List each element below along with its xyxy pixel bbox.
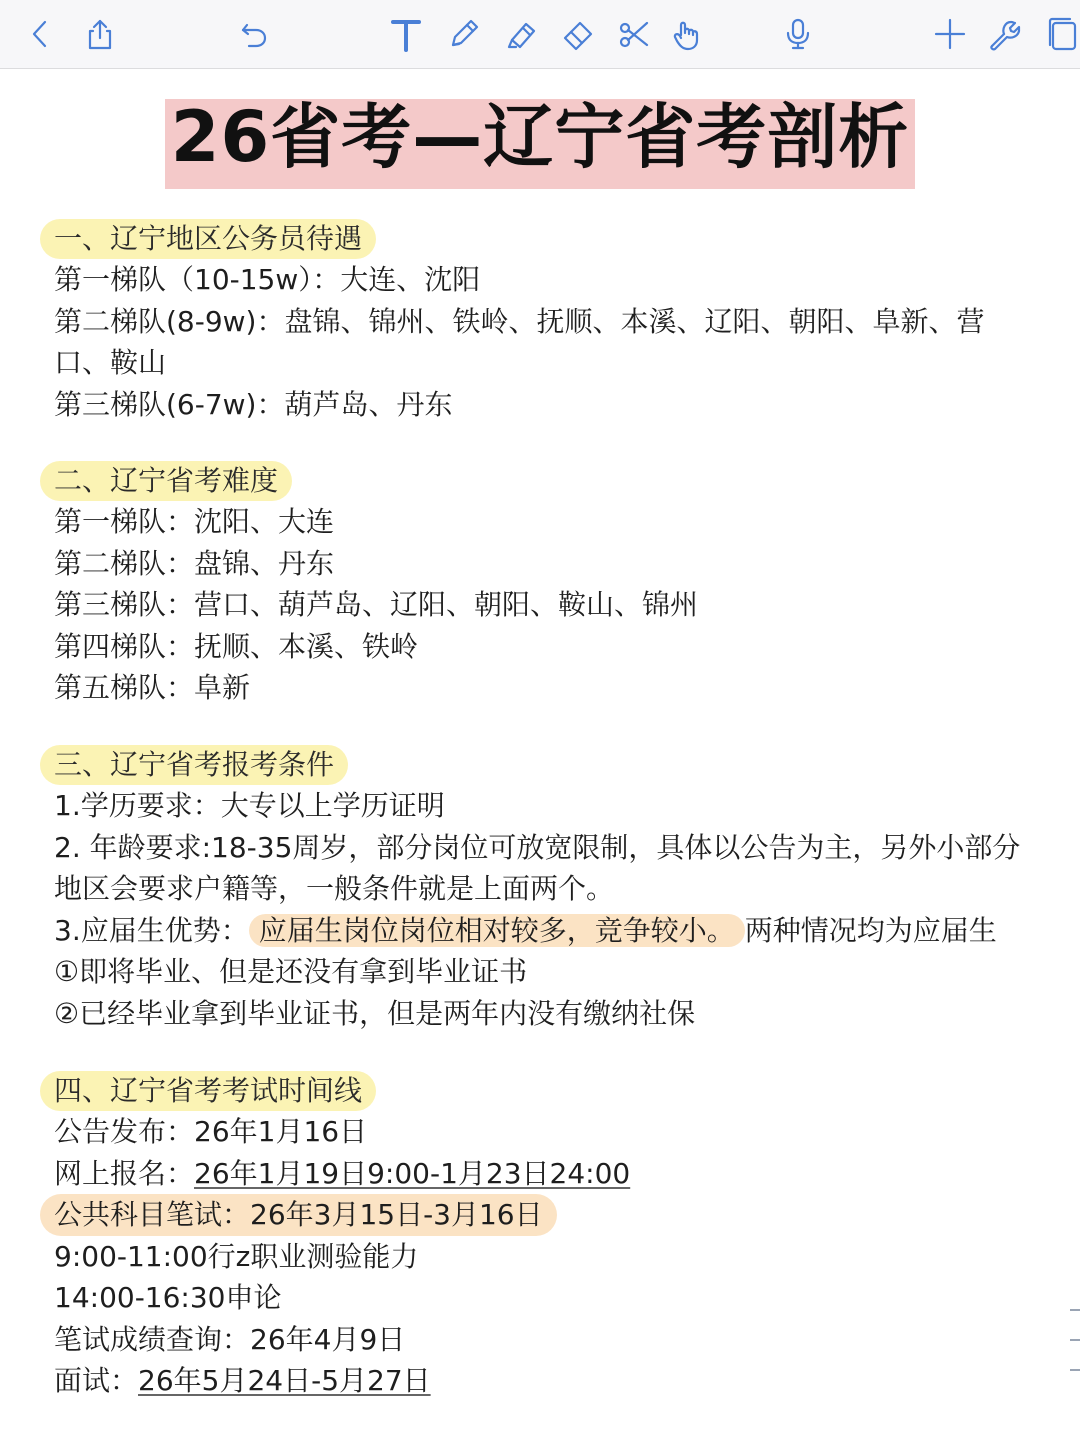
back-icon[interactable]: [20, 14, 60, 54]
written-exam-line: 公共科目笔试：26年3月15日-3月16日: [40, 1194, 557, 1236]
text-line: 9:00-11:00行z职业测验能力: [54, 1239, 419, 1273]
text-line: [54, 910, 1054, 952]
register-label: 网上报名：: [54, 1156, 195, 1190]
text-line: 14:00-16:30申论: [54, 1281, 282, 1314]
section-requirements: [54, 745, 1054, 1034]
text-prefix: 3.应届生优势：: [54, 913, 249, 947]
text-line: [54, 1360, 1054, 1402]
text-line: 2. 年龄要求:18-35周岁，部分岗位可放宽限制，具体以公告为主，另外小部分地区会要求户籍等，一般条件就是上面两个。: [54, 830, 1021, 905]
note-page: [0, 69, 1080, 1440]
section-heading: 二、辽宁省考难度: [40, 461, 292, 501]
text-line: 第一梯队（10-15w）：大连、沈阳: [54, 263, 481, 296]
toolbar: [0, 0, 1080, 69]
text-line: 笔试成绩查询：26年4月9日: [54, 1322, 406, 1356]
text-line: ②已经毕业拿到毕业证书，但是两年内没有缴纳社保: [54, 996, 696, 1030]
register-value: 26年1月19日9:00-1月23日24:00: [194, 1156, 631, 1190]
text-suffix: 两种情况均为应届生: [744, 913, 997, 947]
page-scroll-indicator[interactable]: [1066, 1309, 1080, 1399]
page-title: 26省考—辽宁省考剖析: [165, 91, 915, 189]
scissors-icon[interactable]: [614, 14, 654, 54]
share-icon[interactable]: [80, 14, 120, 54]
microphone-icon[interactable]: [778, 14, 818, 54]
text-line: 第二梯队：盘锦、丹东: [54, 546, 335, 580]
text-line: 第一梯队：沈阳、大连: [54, 505, 335, 538]
text-line: [54, 1153, 1054, 1195]
section-heading: 三、辽宁省考报考条件: [40, 745, 348, 785]
section-timeline: [54, 1071, 1054, 1402]
text-line: ①即将毕业、但是还没有拿到毕业证书: [54, 955, 528, 988]
highlighted-text: 应届生岗位岗位相对较多，竞争较小。: [249, 914, 745, 947]
section-heading: 一、辽宁地区公务员待遇: [40, 219, 376, 259]
pen-icon[interactable]: [444, 14, 484, 54]
section-heading: 四、辽宁省考考试时间线: [40, 1071, 376, 1111]
highlighter-icon[interactable]: [502, 14, 542, 54]
pages-icon[interactable]: [1042, 14, 1080, 54]
interview-label: 面试：: [54, 1364, 139, 1397]
text-line: 1.学历要求：大专以上学历证明: [54, 789, 445, 822]
interview-value: 26年5月24日-5月27日: [138, 1364, 431, 1397]
section-salary: [54, 219, 1054, 425]
text-line: 第五梯队：阜新: [54, 671, 251, 704]
text-line: 第四梯队：抚顺、本溪、铁岭: [54, 629, 419, 663]
eraser-icon[interactable]: [558, 14, 598, 54]
text-line: 第三梯队：营口、葫芦岛、辽阳、朝阳、鞍山、锦州: [54, 588, 699, 621]
text-line: 公告发布：26年1月16日: [54, 1115, 368, 1148]
wrench-icon[interactable]: [984, 14, 1024, 54]
add-icon[interactable]: [930, 14, 970, 54]
text-line: 第三梯队(6-7w)：葫芦岛、丹东: [54, 387, 453, 421]
section-difficulty: [54, 461, 1054, 709]
text-line: 第二梯队(8-9w)：盘锦、锦州、铁岭、抚顺、本溪、辽阳、朝阳、阜新、营口、鞍山: [54, 304, 985, 379]
pointer-hand-icon[interactable]: [668, 14, 708, 54]
undo-icon[interactable]: [234, 14, 274, 54]
text-tool-icon[interactable]: [386, 14, 426, 54]
